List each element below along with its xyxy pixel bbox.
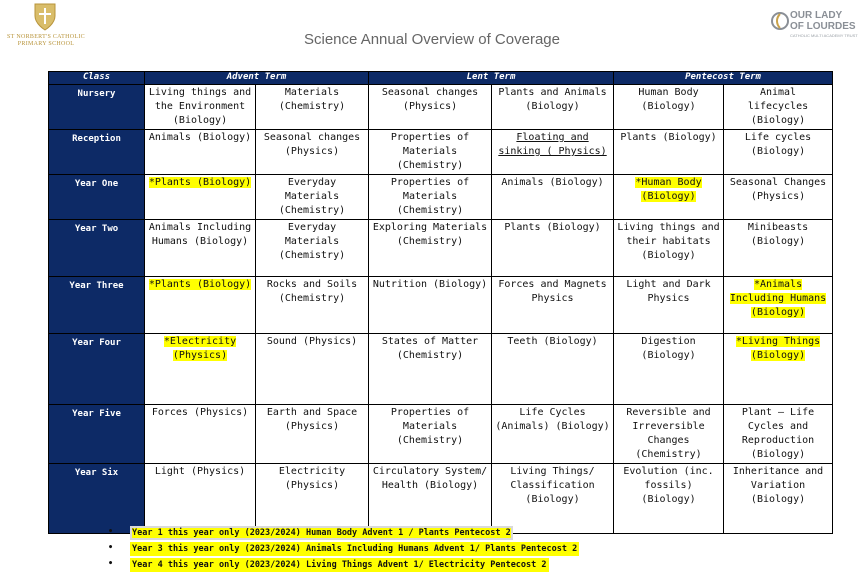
table-row (49, 220, 833, 277)
topic-cell: Electricity (Physics) (256, 464, 369, 534)
trust-name-line2: OF LOURDES (790, 21, 856, 32)
crest-icon (32, 2, 58, 32)
topic-cell: Animal lifecycles (Biology) (724, 85, 833, 130)
class-label: Year Six (49, 464, 145, 534)
table-row (49, 85, 833, 130)
topic-cell: Animals (Biology) (492, 175, 614, 220)
highlighted-topic: *Animals Including Humans (Biology) (729, 279, 827, 318)
bullet-icon: • (108, 543, 114, 553)
bullet-icon: • (108, 559, 114, 569)
pentecost-term-header: Pentecost Term (614, 72, 833, 85)
note-text: Year 3 this year only (2023/2024) Animals Including Humans Advent 1/ Plants Pentecost 2 (132, 544, 578, 554)
table-row (49, 334, 833, 405)
topic-cell: Circulatory System/ Health (Biology) (369, 464, 492, 534)
topic-cell: Materials (Chemistry) (256, 85, 369, 130)
topic-cell: Life Cycles (Animals) (Biology) (492, 405, 614, 464)
topic-cell: Seasonal Changes (Physics) (724, 175, 833, 220)
topic-cell: Forces and Magnets Physics (492, 277, 614, 334)
trust-subtitle: CATHOLIC MULTI ACADEMY TRUST (790, 33, 858, 38)
topic-cell: Seasonal changes (Physics) (369, 85, 492, 130)
topic-cell (724, 277, 833, 334)
topic-cell: Seasonal changes (Physics) (256, 130, 369, 175)
school-name: ST NORBERT'S CATHOLIC PRIMARY SCHOOL (7, 34, 85, 47)
note-text: Year 4 this year only (2023/2024) Living Things Advent 1/ Electricity Pentecost 2 (132, 560, 547, 570)
topic-cell: Light (Physics) (145, 464, 256, 534)
topic-cell: Rocks and Soils (Chemistry) (256, 277, 369, 334)
topic-cell: Digestion (Biology) (614, 334, 724, 405)
topic-cell: Animals (Biology) (145, 130, 256, 175)
topic-cell: Plant – Life Cycles and Reproduction (Biology) (724, 405, 833, 464)
topic-cell: Plants and Animals (Biology) (492, 85, 614, 130)
topic-cell: States of Matter (Chemistry) (369, 334, 492, 405)
topic-text: Floating and sinking ( Physics) (498, 132, 607, 157)
class-column-header: Class (49, 72, 145, 85)
table-row (49, 130, 833, 175)
class-label: Year Four (49, 334, 145, 405)
topic-cell: Plants (Biology) (614, 130, 724, 175)
topic-cell (614, 175, 724, 220)
trust-mark-icon (770, 10, 790, 32)
highlighted-topic: *Plants (Biology) (148, 177, 252, 188)
topic-cell: Properties of Materials (Chemistry) (369, 175, 492, 220)
topic-cell: Properties of Materials (Chemistry) (369, 130, 492, 175)
class-label: Reception (49, 130, 145, 175)
class-label: Nursery (49, 85, 145, 130)
topic-cell: Living things and their habitats (Biology) (614, 220, 724, 277)
table-row (49, 464, 833, 534)
table-row (49, 175, 833, 220)
topic-cell: Inheritance and Variation (Biology) (724, 464, 833, 534)
topic-cell: Minibeasts (Biology) (724, 220, 833, 277)
topic-cell (492, 130, 614, 175)
highlighted-topic: *Living Things (Biology) (735, 336, 821, 361)
advent-term-header: Advent Term (145, 72, 369, 85)
topic-cell: Nutrition (Biology) (369, 277, 492, 334)
topic-cell: Exploring Materials (Chemistry) (369, 220, 492, 277)
topic-cell: Properties of Materials (Chemistry) (369, 405, 492, 464)
note-text: Year 1 this year only (2023/2024) Human Body Advent 1 / Plants Pentecost 2 (132, 528, 511, 538)
lent-term-header: Lent Term (369, 72, 614, 85)
class-label: Year Two (49, 220, 145, 277)
highlighted-topic: *Electricity (Physics) (163, 336, 237, 361)
topic-cell: Life cycles (Biology) (724, 130, 833, 175)
topic-cell (145, 334, 256, 405)
topic-cell: Reversible and Irreversible Changes (Chemistry) (614, 405, 724, 464)
topic-cell: Plants (Biology) (492, 220, 614, 277)
topic-cell: Evolution (inc. fossils) (Biology) (614, 464, 724, 534)
highlighted-topic: *Plants (Biology) (148, 279, 252, 290)
trust-name-line1: OUR LADY (790, 10, 843, 21)
topic-cell: Everyday Materials (Chemistry) (256, 220, 369, 277)
topic-cell: Human Body (Biology) (614, 85, 724, 130)
topic-cell: Living things and the Environment (Biology) (145, 85, 256, 130)
class-label: Year Five (49, 405, 145, 464)
topic-cell: Teeth (Biology) (492, 334, 614, 405)
table-row (49, 405, 833, 464)
topic-cell (145, 175, 256, 220)
topic-cell (724, 334, 833, 405)
topic-cell: Animals Including Humans (Biology) (145, 220, 256, 277)
class-label: Year One (49, 175, 145, 220)
table-row (49, 277, 833, 334)
topic-cell: Everyday Materials (Chemistry) (256, 175, 369, 220)
topic-cell: Earth and Space (Physics) (256, 405, 369, 464)
topic-cell (145, 277, 256, 334)
topic-cell: Living Things/ Classification (Biology) (492, 464, 614, 534)
topic-cell: Forces (Physics) (145, 405, 256, 464)
bullet-icon: • (108, 527, 114, 537)
topic-cell: Light and Dark Physics (614, 277, 724, 334)
table-header-row (49, 72, 833, 85)
topic-cell: Sound (Physics) (256, 334, 369, 405)
highlighted-topic: *Human Body (Biology) (635, 177, 702, 202)
page-title: Science Annual Overview of Coverage (304, 31, 560, 48)
coverage-table (48, 71, 833, 534)
class-label: Year Three (49, 277, 145, 334)
